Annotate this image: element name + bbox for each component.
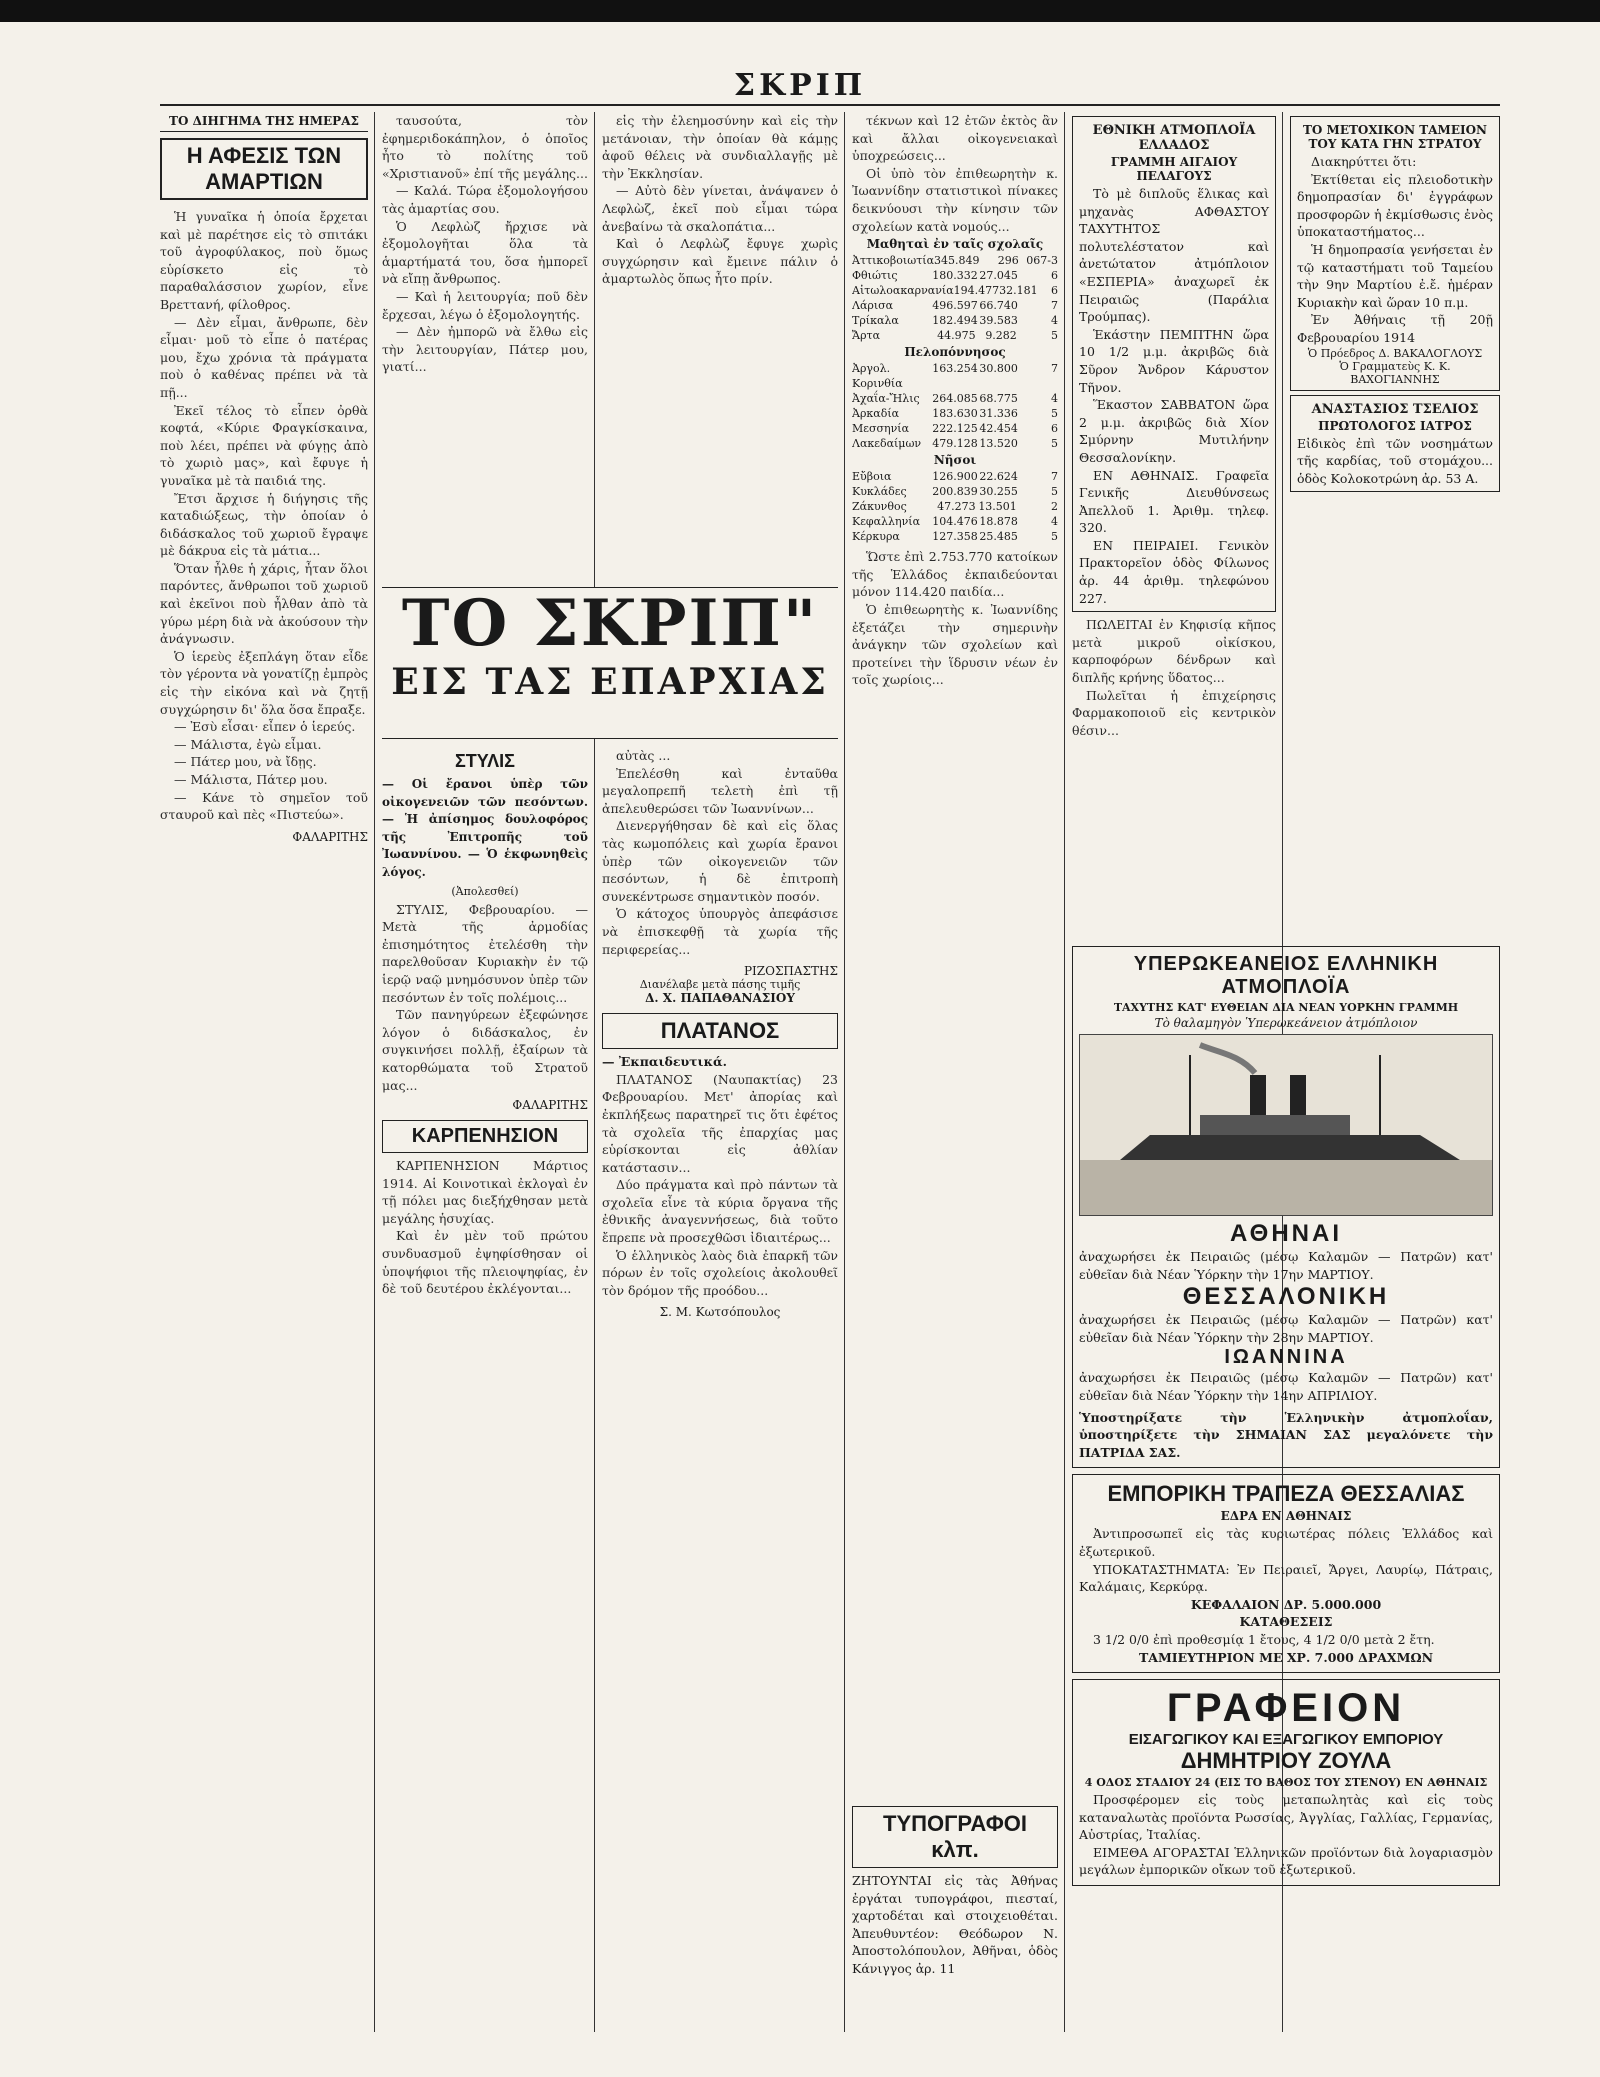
table-cell: 30.800 xyxy=(979,362,1018,376)
paragraph: Πωλεῖται ἡ ἐπιχείρησις Φαρμακοποιοῦ εἰς κεντρικὸν θέσιν... xyxy=(1072,687,1276,738)
ad-title: ΑΝΑΣΤΑΣΙΟΣ ΤΣΕΛΙΟΣ xyxy=(1311,401,1479,417)
ad-doctor xyxy=(1290,395,1500,493)
provinces-banner xyxy=(382,587,838,739)
table-cell: 183.630 xyxy=(932,407,978,421)
table-row xyxy=(852,313,1058,328)
newspaper-masthead: ΣΚΡΙΠ xyxy=(733,68,867,103)
table-cell: 5 xyxy=(1051,407,1058,421)
table-row xyxy=(852,421,1058,436)
paragraph: Ὁ κάτοχος ὑπουργὸς ἀπεφάσισε νὰ ἐπισκεφθῇ τὰ χωρία τῆς περιφερείας... xyxy=(602,906,838,957)
table-cell: 9.282 xyxy=(985,329,1017,343)
table-cell: 44.975 xyxy=(937,329,976,343)
classifieds xyxy=(1072,616,1276,739)
table-cell: Ἀχαΐα-Ἤλις xyxy=(852,392,920,406)
bank-deposits-heading: ΚΑΤΑΘΕΣΕΙΣ xyxy=(1239,1614,1333,1630)
table-cell: 5 xyxy=(1051,530,1058,544)
ship-ad-title: ΥΠΕΡΩΚΕΑΝΕΙΟΣ ΕΛΛΗΝΙΚΗ ΑΤΜΟΠΛΟΪΑ xyxy=(1133,953,1439,998)
banner-subtitle: ΕΙΣ ΤΑΣ ΕΠΑΡΧΙΑΣ xyxy=(391,661,829,703)
table-cell: Τρίκαλα xyxy=(852,314,899,328)
table-cell: Λακεδαίμων xyxy=(852,437,922,451)
paragraph: Ἀντιπροσωπεῖ εἰς τὰς κυριωτέρας πόλεις Ἑλλάδος καὶ ἐξωτερικοῦ. xyxy=(1079,1526,1493,1559)
paragraph: — Δὲν εἶμαι, ἄνθρωπε, δὲν εἶμαι· μοῦ τὸ εἶπε ὁ πατέρας μου, ἔχω χρόνια τὰ πράγματα ποὺ ὁ καθένας πρέπει νὰ τὰ πῇ... xyxy=(160,314,368,400)
column-3-lower xyxy=(602,747,838,2032)
table-cell: Ἄρτα xyxy=(852,329,881,343)
ship-ad xyxy=(1072,942,1500,1890)
styl-heading: ΣΤΥΛΙΣ xyxy=(455,751,515,771)
destination-text: ἀναχωρήσει ἐκ Πειραιῶς (μέσῳ Καλαμῶν — Πατρῶν) κατ' εὐθεῖαν διὰ Νέαν Ὑόρκην τὴν 28ην ΜΑΡΤΙΟΥ. xyxy=(1079,1312,1493,1345)
ad-signature: Ὁ Γραμματεὺς Κ. Κ. ΒΑΧΟΓΙΑΝΝΗΣ xyxy=(1339,359,1451,386)
table-cell: 067-3 xyxy=(1026,254,1058,268)
office-address: 4 ΟΔΟΣ ΣΤΑΔΙΟΥ 24 (ΕΙΣ ΤΟ ΒΑΘΟΣ ΤΟΥ ΣΤΕΝΟΥ) ΕΝ ΑΘΗΝΑΙΣ xyxy=(1084,1776,1488,1790)
ad-tameion xyxy=(1290,116,1500,391)
ship-ad-box xyxy=(1072,946,1500,1468)
paragraph: Καὶ ἐν μὲν τοῦ πρώτου συνδυασμοῦ ἐψηφίσθησαν οἱ ὑποψήφιοι τῆς πλειοψηφίας, ἐν δὲ τοῦ δευτέρου ἐκλέγονται... xyxy=(382,1228,588,1297)
paragraph: τέκνων καὶ 12 ἐτῶν ἐκτὸς ἂν καὶ ἄλλαι οἰκογενειακαὶ ὑποχρεώσεις... xyxy=(852,113,1058,164)
table-row xyxy=(852,499,1058,514)
table-row xyxy=(852,406,1058,421)
table-cell: 264.085 xyxy=(932,392,978,406)
table-cell: 68.775 xyxy=(979,392,1018,406)
destination-text: ἀναχωρήσει ἐκ Πειραιῶς (μέσῳ Καλαμῶν — Πατρῶν) κατ' εὐθεῖαν διὰ Νέαν Ὑόρκην τὴν 17ην ΜΑΡΤΙΟΥ. xyxy=(1079,1249,1493,1282)
paragraph: ΤΑΜΙΕΥΤΗΡΙΟΝ ΜΕ ΧΡ. 7.000 ΔΡΑΧΜΩΝ xyxy=(1138,1649,1434,1665)
newspaper-page xyxy=(160,112,1500,2032)
column-3 xyxy=(602,112,838,582)
table-cell: 18.878 xyxy=(979,515,1018,529)
paragraph: 3 1/2 0/0 ἐπὶ προθεσμίᾳ 1 ἔτους, 4 1/2 0/0 μετὰ 2 ἔτη. xyxy=(1093,1631,1435,1647)
paragraph: — Ἐσὺ εἶσαι· εἶπεν ὁ ἱερεύς. xyxy=(174,719,356,735)
paragraph: Ἔτσι ἄρχισε ἡ διήγησις τῆς καταδιώξεως, τὴν ὁποίαν ὁ διδάσκαλος τοῦ χωριοῦ ἔγραψε μὲ δάκρυα εἰς τὰ μάτια... xyxy=(160,490,368,559)
table-cell: 32.181 xyxy=(999,284,1038,298)
paragraph: Οἱ ὑπὸ τὸν ἐπιθεωρητὴν κ. Ἰωαννίδην στατιστικοὶ πίνακες δεικνύουσι τὴν κίνησιν τῶν σχολείων κατὰ νομούς... xyxy=(852,165,1058,234)
plat-signature: Σ. Μ. Κωτσόπουλος xyxy=(659,1305,781,1320)
table-cell: 4 xyxy=(1051,392,1058,406)
office-ad xyxy=(1072,1679,1500,1886)
paragraph: ΠΩΛΕΙΤΑΙ ἐν Κηφισίᾳ κῆπος μετὰ μικροῦ οἰκίσκου, καρποφόρων δένδρων καὶ διπλῆς κρήνης ὕδατος... xyxy=(1072,617,1276,686)
table-cell: Ἀργολ. Κορινθία xyxy=(852,362,903,391)
table-cell: 42.454 xyxy=(979,422,1018,436)
paragraph: ΕΝ ΠΕΙΡΑΙΕΙ. Γενικὸν Πρακτορεῖον ὁδὸς Φίλωνος ἀρ. 44 ἀριθμ. τηλεφώνου 227. xyxy=(1079,537,1269,606)
table-cell: 127.358 xyxy=(932,530,978,544)
paragraph: Ἡ δημοπρασία γενήσεται ἐν τῷ καταστήματι τοῦ Ταμείου τὴν 9ην Μαρτίου ἐ.ἔ. ἡμέραν Κυριακὴν καὶ ὥραν 10 π.μ. xyxy=(1297,241,1493,310)
table-row xyxy=(852,469,1058,484)
paragraph: — Καὶ ἡ λειτουργία; ποῦ δὲν ἔρχεσαι, λέγω ὁ ἐξομολογητής. xyxy=(382,288,588,322)
karp-body xyxy=(382,1157,588,1298)
table-row xyxy=(852,253,1058,268)
ad-title: ΤΟ ΜΕΤΟΧΙΚΟΝ ΤΑΜΕΙΟΝ ΤΟΥ ΚΑΤΑ ΓΗΝ ΣΤΡΑΤΟΥ xyxy=(1302,123,1488,151)
paragraph: Ἕκαστον ΣΑΒΒΑΤΟΝ ὥρα 2 μ.μ. ἀκριβῶς διὰ Χίον Σμύρνην Μυτιλήνην Θεσσαλονίκην. xyxy=(1079,397,1269,465)
table-cell: Φθιώτις xyxy=(852,269,898,283)
table-row xyxy=(852,268,1058,283)
section-heading: ΤΟ ΔΙΗΓΗΜΑ ΤΗΣ ΗΜΕΡΑΣ xyxy=(160,114,368,132)
table-row xyxy=(852,361,1058,391)
table-cell: 27.045 xyxy=(979,269,1018,283)
paragraph: ΣΤΥΛΙΣ, Φεβρουαρίου. — Μετὰ τῆς ἀρμοδίας ἐπισημότητος ἐτελέσθη τὴν παρελθοῦσαν Κυριακὴν ἐν τῷ ἱερῷ ναῷ μνημόσυνον ὑπὲρ τῶν πεσόντων ἐν τοῖς πολέμοις... xyxy=(382,901,588,1005)
column-1 xyxy=(160,112,368,2032)
column-6 xyxy=(1290,112,1500,932)
table-cell: 7 xyxy=(1051,299,1058,313)
table-cell: Ἀρκαδία xyxy=(852,407,900,421)
continuation-body xyxy=(602,747,838,958)
paragraph: ΠΛΑΤΑΝΟΣ (Ναυπακτίας) 23 Φεβρουαρίου. Μετ' ἀπορίας καὶ ἐκπλήξεως παρατηρεῖ τις ὅτι ἐφέτος τὰ σχολεῖα τῆς ἐπαρχίας μας εὑρίσκονται εἰς ἀθλίαν κατάστασιν... xyxy=(602,1071,838,1175)
table-cell: Ζάκυνθος xyxy=(852,500,907,514)
steamship-illustration xyxy=(1079,1034,1493,1216)
styl-signature: ΦΑΛΑΡΙΤΗΣ xyxy=(512,1098,588,1113)
story-continuation xyxy=(602,112,838,288)
table-row xyxy=(852,298,1058,313)
paragraph: εἰς τὴν ἐλεημοσύνην καὶ εἰς τὴν μετάνοιαν, τὴν ὁποίαν θὰ κάμῃς ἀφοῦ θέλεις νὰ συνδιαλλαγῇς μὲ τὴν Ἐκκλησίαν. xyxy=(602,113,838,181)
table-cell: 13.520 xyxy=(979,437,1018,451)
table-row xyxy=(852,514,1058,529)
office-body xyxy=(1079,1791,1493,1879)
ad-title: ΕΘΝΙΚΗ ΑΤΜΟΠΛΟΪΑ ΕΛΛΑΔΟΣ xyxy=(1092,123,1256,153)
destination-text: ἀναχωρήσει ἐκ Πειραιῶς (μέσῳ Καλαμῶν — Πατρῶν) κατ' εὐθεῖαν διὰ Νέαν Ὑόρκην τὴν 14ην ΑΠΡΙΛΙΟΥ. xyxy=(1079,1370,1493,1403)
destination-name: ΑΘΗΝΑΙ xyxy=(1229,1220,1343,1247)
stats-header: Μαθηταὶ ἐν ταῖς σχολαῖς xyxy=(866,237,1044,252)
table-cell: Κεφαλληνία xyxy=(852,515,921,529)
table-cell: 4 xyxy=(1051,515,1058,529)
column-divider xyxy=(844,112,845,2032)
ad-ethniki xyxy=(1072,116,1276,612)
table-cell: 39.583 xyxy=(979,314,1018,328)
column-5 xyxy=(1072,112,1276,932)
stats-header-pel: Πελοπόννησος xyxy=(904,345,1006,360)
story-continuation xyxy=(382,112,588,376)
table-cell: 496.597 xyxy=(932,299,978,313)
paragraph: Καὶ ὁ Λεφλὼζ ἔφυγε χωρὶς συγχώρησιν καὶ ἔμεινε πάλιν ὁ ἀμαρτωλὸς ὅπως ἦτο πρίν. xyxy=(602,236,838,287)
table-cell: Λάρισα xyxy=(852,299,894,313)
paragraph: Δύο πράγματα καὶ πρὸ πάντων τὰ σχολεῖα εἶνε τὰ κύρια ὄργανα τῆς ἐθνικῆς ἀναγεννήσεως, διὰ τοῦτο ἔπρεπε νὰ προσεχθῶσι ἰδιαιτέρως... xyxy=(602,1177,838,1246)
plat-body xyxy=(602,1071,838,1300)
column-tail xyxy=(852,548,1058,689)
table-row xyxy=(852,484,1058,499)
destination-name: ΘΕΣΣΑΛΟΝΙΚΗ xyxy=(1182,1283,1390,1311)
paragraph: Τῶν πανηγύρεων ἐξεφώνησε λόγον ὁ διδάσκαλος, ἐν συγκινήσει πολλῇ, ἐξαίρων τὰ κατορθώματα τοῦ Στρατοῦ μας... xyxy=(382,1007,588,1093)
ad-body xyxy=(1079,185,1269,607)
paragraph: ΕΙΜΕΘΑ ΑΓΟΡΑΣΤΑΙ Ἑλληνικῶν προϊόντων διὰ λογαριασμὸν μεγάλων ἐμπορικῶν οἴκων τοῦ ἐξωτερικοῦ. xyxy=(1079,1844,1493,1878)
paragraph: Ὁ ἐπιθεωρητὴς κ. Ἰωαννίδης ἐξετάζει τὴν σημερινὴν ἀνάγκην τῶν σχολείων καὶ προτείνει τὴν ἵδρυσιν νέων ἐν τοῖς χωρίοις... xyxy=(852,601,1058,688)
stats-table xyxy=(852,253,1058,343)
bank-subtitle: ΕΔΡΑ ΕΝ ΑΘΗΝΑΙΣ xyxy=(1220,1509,1352,1524)
office-title: ΓΡΑΦΕΙΟΝ xyxy=(1166,1686,1406,1731)
story-title: Η ΑΦΕΣΙΣ ΤΩΝ ΑΜΑΡΤΙΩΝ xyxy=(160,138,368,200)
story-body xyxy=(160,208,368,824)
column-4 xyxy=(852,112,1058,2032)
office-name: ΔΗΜΗΤΡΙΟΥ ΖΟΥΛΑ xyxy=(1180,1748,1392,1774)
table-row xyxy=(852,529,1058,544)
styl-body xyxy=(382,901,588,1095)
table-cell: Εὔβοια xyxy=(852,470,892,484)
typo-text: ΖΗΤΟΥΝΤΑΙ εἰς τὰς Ἀθήνας ἐργάται τυπογράφοι, πιεσταί, χαρτοδέται καὶ στοιχειοθέται. Ἀπευθυντέον: Θεόδωρον Ν. Ἀποστολόπουλον, Ἀθῆναι, ὁδὸς Κάνιγγος ἀρ. 11 xyxy=(852,1873,1058,1976)
stats-table xyxy=(852,469,1058,544)
paragraph: ΕΝ ΑΘΗΝΑΙΣ. Γραφεῖα Γενικῆς Διευθύνσεως Ἀπελλοῦ 1. Ἀριθμ. τηλεφ. 320. xyxy=(1079,467,1269,536)
table-cell: 296 xyxy=(997,254,1019,268)
table-cell: 479.128 xyxy=(932,437,978,451)
paragraph: Ἐκεῖ τέλος τὸ εἶπεν ὀρθὰ κοφτά, «Κύριε Φραγκίσκαινα, ποὺ λέει, πρέπει νὰ φύγῃς ἀπὸ τὸ χωριὸ μας», καὶ ἔφυγε ἡ γυναῖκα μὲ τὰ παιδιά της. xyxy=(160,402,368,488)
paragraph: Ὁ ἑλληνικὸς λαὸς διὰ ἐπαρκῆ τῶν πόρων ἐν τοῖς σχολείοις ἀκολουθεῖ τὸν δρόμον τῆς προόδου... xyxy=(602,1247,838,1298)
paragraph: — Μάλιστα, ἐγὼ εἶμαι. xyxy=(174,736,322,752)
ship-caption: Τὸ θαλαμηγὸν Ὑπερωκεάνειον ἀτμόπλοιον xyxy=(1154,1016,1418,1030)
paragraph: ταυσούτα, τὸν ἐφημεριδοκάπηλον, ὁ ὁποῖος ἦτο τὸ πολίτης τοῦ «Χριστιανοῦ» ἐπί τῆς μεγάλης... xyxy=(382,113,588,181)
paragraph: Τὸ μὲ διπλοῦς ἕλικας καὶ μηχανὰς ΑΦΘΑΣΤΟΥ ΤΑΧΥΤΗΤΟΣ πολυτελέστατον καὶ ἀνετώτατον ἀτμόπλοιον «ΕΣΠΕΡΙΑ» ἀναχωρεῖ ἐκ Πειραιῶς (Παράλια Τρούμπας). xyxy=(1079,186,1269,325)
table-cell: Αἰτωλοακαρνανία xyxy=(852,284,954,298)
table-cell: 126.900 xyxy=(932,470,978,484)
top-black-bar xyxy=(0,0,1600,22)
table-cell: Κέρκυρα xyxy=(852,530,900,544)
paragraph: ΚΑΡΠΕΝΗΣΙΟΝ Μάρτιος 1914. Αἱ Κοινοτικαὶ ἐκλογαὶ ἐν τῇ πόλει μας διεξήχθησαν μετὰ μεγάλης ἡσυχίας. xyxy=(382,1158,588,1226)
table-cell: 13.501 xyxy=(978,500,1017,514)
table-row xyxy=(852,436,1058,451)
paragraph: Ἐκτίθεται εἰς πλειοδοτικὴν δημοπρασίαν δι' ἐγγράφων προσφορῶν ἡ ἐκμίσθωσις ἐνὸς ὑποκαταστήματος... xyxy=(1297,171,1493,240)
ship-ad-subtitle: ΤΑΧΥΤΗΣ ΚΑΤ' ΕΥΘΕΙΑΝ ΔΙΑ ΝΕΑΝ ΥΟΡΚΗΝ ΓΡΑΜΜΗ xyxy=(1113,1001,1459,1014)
paragraph: αὐτὰς ... xyxy=(616,748,671,763)
bank-capital: ΚΕΦΑΛΑΙΟΝ ΔΡ. 5.000.000 xyxy=(1190,1596,1382,1612)
masthead-rule xyxy=(160,104,1500,106)
plat-heading: ΠΛΑΤΑΝΟΣ xyxy=(602,1013,838,1049)
paragraph: — Αὐτὸ δὲν γίνεται, ἀνάψανεν ὁ Λεφλὼζ, ἐκεῖ ποὺ εἶμαι τώρα ἀνεβαίνω τὰ σκαλοπάτια... xyxy=(602,183,838,234)
column-2-lower xyxy=(382,747,588,2032)
typo-ad xyxy=(852,1802,1058,1978)
paragraph: Ἑκάστην ΠΕΜΠΤΗΝ ὥρα 10 1/2 μ.μ. ἀκριβῶς διὰ Σῦρον Ἄνδρον Κάρυστον Τῆνον. xyxy=(1079,326,1269,395)
stats-header-islands: Νῆσοι xyxy=(933,453,977,468)
column-divider xyxy=(374,112,375,2032)
table-cell: Μεσσηνία xyxy=(852,422,909,436)
paragraph: ΥΠΟΚΑΤΑΣΤΗΜΑΤΑ: Ἐν Πειραιεῖ, Ἄργει, Λαυρίῳ, Πάτραις, Καλάμαις, Κερκύρᾳ. xyxy=(1079,1561,1493,1595)
paragraph: — Κάνε τὸ σημεῖον τοῦ σταυροῦ καὶ πὲς «Πιστεύω». xyxy=(160,789,368,823)
table-cell: 222.125 xyxy=(932,422,978,436)
table-cell: 2 xyxy=(1051,500,1058,514)
table-cell: 345.849 xyxy=(934,254,980,268)
office-subtitle: ΕΙΣΑΓΩΓΙΚΟΥ ΚΑΙ ΕΞΑΓΩΓΙΚΟΥ ΕΜΠΟΡΙΟΥ xyxy=(1128,1731,1444,1749)
paragraph: — Καλά. Τώρα ἐξομολογήσου τὰς ἁμαρτίας σου. xyxy=(382,183,588,216)
ship-footer: Ὑποστηρίξατε τὴν Ἑλληνικὴν ἀτμοπλοΐαν, ὑποστηρίξετε τὴν ΣΗΜΑΙΑΝ ΣΑΣ μεγαλόνετε τὴν ΠΑΤΡΙΔΑ ΣΑΣ. xyxy=(1079,1409,1493,1460)
paragraph: Ἐπελέσθη καὶ ἐνταῦθα μεγαλοπρεπῆ τελετὴ ἐπὶ τῇ ἀπελευθερώσει τῶν Ἰωαννίνων... xyxy=(602,765,838,816)
riz-sub: Διανέλαβε μετὰ πάσης τιμῆς xyxy=(639,978,801,992)
table-cell: Κυκλάδες xyxy=(852,485,907,499)
ad-body: Εἰδικὸς ἐπὶ τῶν νοσημάτων τῆς καρδίας, τοῦ στομάχου... ὁδὸς Κολοκοτρώνη ἀρ. 53 Α. xyxy=(1297,435,1493,486)
table-cell: 22.624 xyxy=(979,470,1018,484)
table-cell: 5 xyxy=(1051,329,1058,343)
ad-body xyxy=(1297,153,1493,347)
paragraph: Διενεργήθησαν δὲ καὶ εἰς ὅλας τὰς κωμοπόλεις καὶ χωρία ἔρανοι ὑπὲρ τῶν οἰκογενειῶν τῶν πεσόντων, ἡ δὲ ἐπιτροπὴ συνεκέντρωσε σημαντικὸν ποσόν. xyxy=(602,818,838,904)
table-cell: 200.839 xyxy=(932,485,978,499)
riz-name: Δ. Χ. ΠΑΠΑΘΑΝΑΣΙΟΥ xyxy=(645,991,795,1006)
table-cell: 6 xyxy=(1051,269,1058,283)
table-cell: 180.332 xyxy=(932,269,978,283)
paragraph: — Δὲν ἠμπορῶ νὰ ἔλθω εἰς τὴν λειτουργίαν, Πάτερ μου, γιατί... xyxy=(382,324,588,375)
table-cell: 66.740 xyxy=(979,299,1018,313)
paragraph: Ὥστε ἐπὶ 2.753.770 κατοίκων τῆς Ἑλλάδος ἐκπαιδεύονται μόνον 114.420 παιδία... xyxy=(852,549,1058,600)
paragraph: — Πάτερ μου, νὰ ἴδῃς. xyxy=(174,754,317,770)
typo-heading: ΤΥΠΟΓΡΑΦΟΙ κλπ. xyxy=(852,1806,1058,1868)
table-cell: 47.273 xyxy=(937,500,976,514)
column-body xyxy=(852,112,1058,235)
table-cell: 6 xyxy=(1051,284,1058,298)
table-cell: 30.255 xyxy=(979,485,1018,499)
paragraph: Ἡ γυναῖκα ἡ ὁποία ἔρχεται καὶ μὲ παρέτησε εἰς τὸ σπιτάκι τοῦ ἀγροφύλακος, ποὺ ὅμως εὑρίσκετο εἰς τὸ παραθαλάσσιον χωρίον, εἶνε Βρεττανή, φίλοθρος. xyxy=(160,209,368,312)
styl-summary: — Οἱ ἔρανοι ὑπὲρ τῶν οἰκογενειῶν τῶν πεσόντων. — Ἡ ἀπίσημος δουλοφόρος τῆς Ἐπιτροπῆς τοῦ Ἰωαννίνου. — Ὁ ἑκφωνηθεὶς λόγος. xyxy=(382,777,588,879)
paragraph: — Μάλιστα, Πάτερ μου. xyxy=(174,772,328,787)
table-row xyxy=(852,283,1058,298)
table-cell: 25.485 xyxy=(979,530,1018,544)
paragraph: Ὁ Λεφλὼζ ἤρχισε νὰ ἐξομολογῆται ὅλα τὰ ἁμαρτήματά του, ὅσα ἠμπορεῖ νὰ εἴπῃ ἄνθρωπος. xyxy=(382,218,588,287)
bank-title: ΕΜΠΟΡΙΚΗ ΤΡΑΠΕΖΑ ΘΕΣΣΑΛΙΑΣ xyxy=(1107,1481,1465,1507)
table-cell: 5 xyxy=(1051,437,1058,451)
table-cell: Ἀττικοβοιωτία xyxy=(852,254,935,268)
table-cell: 7 xyxy=(1051,470,1058,484)
column-divider xyxy=(1064,112,1065,2032)
plat-sub: — Ἐκπαιδευτικά. xyxy=(602,1054,727,1070)
bank-body xyxy=(1079,1525,1493,1666)
karp-heading: ΚΑΡΠΕΝΗΣΙΟΝ xyxy=(382,1120,588,1153)
steamship-icon xyxy=(1080,1035,1492,1215)
paragraph: Ὅταν ἦλθε ἡ χάρις, ἦταν ὅλοι παρόντες, ἄνθρωποι τοῦ χωριοῦ καὶ ἐκεῖνοι ποὺ ἦλθαν ἀπὸ τὰ γύρω μέρη διὰ νὰ ἀκούσουν τὴν ἀνάγνωσιν. xyxy=(160,560,368,647)
banner-title: ΤΟ ΣΚΡΙΠ" xyxy=(401,586,819,661)
table-cell: 7 xyxy=(1051,362,1058,376)
riz-label: ΡΙΖΟΣΠΑΣΤΗΣ xyxy=(743,964,838,979)
table-cell: 163.254 xyxy=(932,362,978,376)
table-cell: 4 xyxy=(1051,314,1058,328)
column-divider xyxy=(594,112,595,2032)
bank-ad xyxy=(1072,1474,1500,1673)
styl-note: (Ἀπολεσθεί) xyxy=(451,884,519,898)
table-row xyxy=(852,391,1058,406)
paragraph: Διακηρύττει ὅτι: xyxy=(1311,154,1417,169)
ad-subtitle: ΠΡΩΤΟΛΟΓΟΣ ΙΑΤΡΟΣ xyxy=(1318,418,1472,433)
paragraph: Ἐν Ἀθήναις τῇ 20ῇ Φεβρουαρίου 1914 xyxy=(1297,312,1493,345)
table-cell: 104.476 xyxy=(932,515,978,529)
ad-subtitle: ΓΡΑΜΜΗ ΑΙΓΑΙΟΥ ΠΕΛΑΓΟΥΣ xyxy=(1110,155,1238,183)
story-signature: ΦΑΛΑΡΙΤΗΣ xyxy=(292,829,368,844)
table-cell: 5 xyxy=(1051,485,1058,499)
table-row xyxy=(852,328,1058,343)
table-cell: 194.477 xyxy=(953,284,1000,298)
ad-signature: Ὁ Πρόεδρος Δ. ΒΑΚΑΛΟΓΛΟΥΣ xyxy=(1307,346,1483,360)
table-cell: 6 xyxy=(1051,422,1058,436)
paragraph: Ὁ ἱερεὺς ἐξεπλάγη ὅταν εἶδε τὸν γέροντα νὰ γονατίζῃ ἐμπρὸς εἰς τὴν εἰκόνα καὶ νὰ ζητῇ συγχώρησιν δι' ὅλα ὅσα ἔπραξε. xyxy=(160,648,368,717)
table-cell: 31.336 xyxy=(979,407,1018,421)
paragraph: Προσφέρομεν εἰς τοὺς μεταπωλητὰς καὶ εἰς τοὺς καταναλωτὰς προϊόντα Ρωσσίας, Ἀγγλίας, Γαλλίας, Γερμανίας, Αὐστρίας, Ἰταλίας. xyxy=(1079,1792,1493,1843)
destination-name: ΙΩΑΝΝΙΝΑ xyxy=(1224,1346,1348,1369)
stats-table xyxy=(852,361,1058,451)
table-cell: 182.494 xyxy=(932,314,978,328)
